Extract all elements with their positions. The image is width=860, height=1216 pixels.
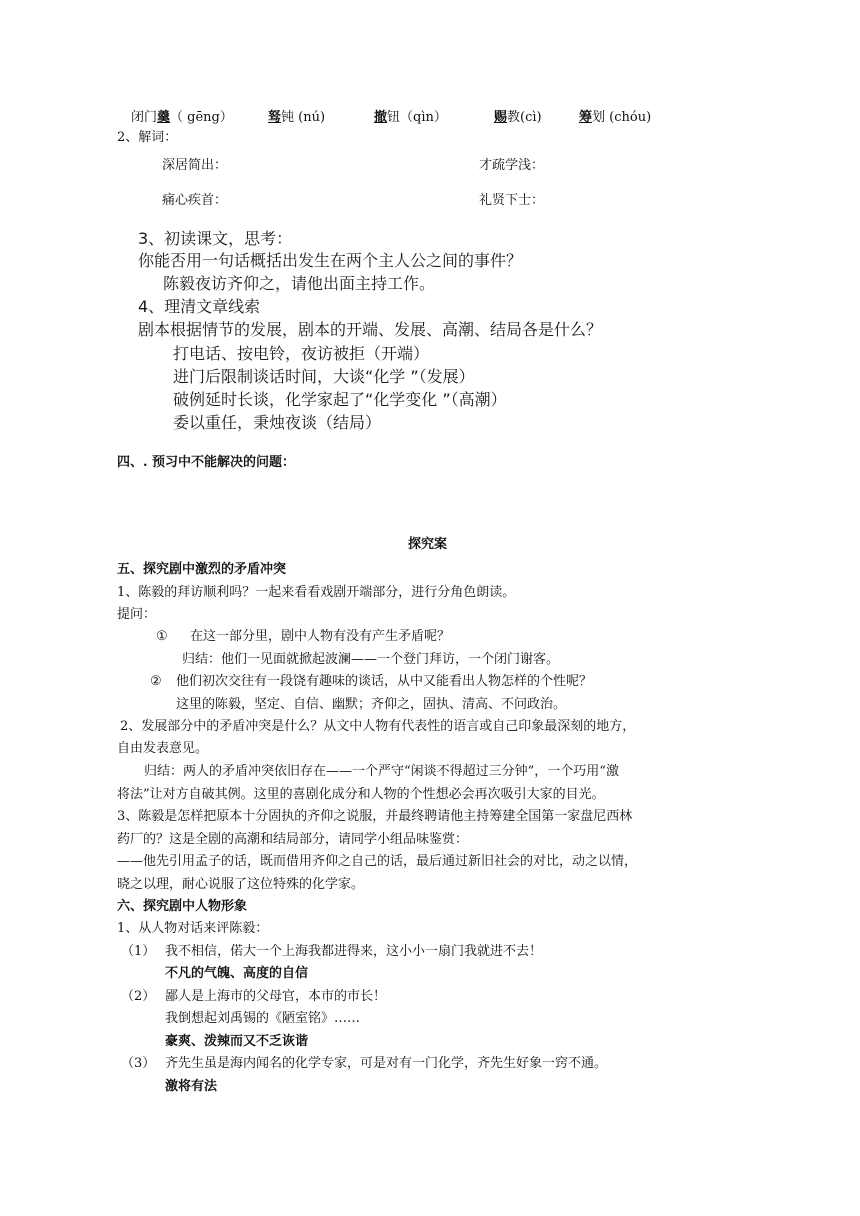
explore-title: 探究案	[408, 537, 448, 552]
plot-item: 委以重任，秉烛夜谈（结局）	[173, 413, 382, 432]
vocab-item: 礼贤下士：	[479, 193, 545, 208]
p2-number: ②	[150, 674, 162, 689]
pinyin-prefix: 闭门	[131, 110, 158, 125]
quote-number: （3）	[121, 1056, 156, 1071]
vocab-item: 痛心疾首：	[162, 193, 228, 208]
quote-evaluation: 不凡的气魄、高度的自信	[165, 966, 309, 981]
section5-q3-cont: 药厂的？这是全剧的高潮和结局部分，请同学小组品味鉴赏：	[117, 832, 469, 847]
pinyin-char: 赐	[494, 110, 508, 125]
p1-question: 在这一部分里，剧中人物有没有产生矛盾呢？	[190, 629, 451, 644]
q3-heading: 3、初读课文，思考：	[138, 229, 293, 248]
section5-q2-cont: 自由发表意见。	[117, 741, 209, 756]
q2-summary: 归结：两人的矛盾冲突依旧存在——一个严守“闲谈不得超过三分钟”，一个巧用“激	[144, 764, 619, 779]
section5-title: 五、探究剧中激烈的矛盾冲突	[117, 562, 287, 577]
quote-text: 我不相信，偌大一个上海我都进得来，这小小一扇门我就进不去！	[165, 944, 543, 959]
section5-q3: 3、陈毅是怎样把原本十分固执的齐仰之说服，并最终聘请他主持筹建全国第一家盘尼西林	[117, 809, 633, 824]
q4-question: 剧本根据情节的发展，剧本的开端、发展、高潮、结局各是什么？	[138, 320, 603, 339]
pinyin-char: 羹	[157, 110, 171, 125]
quote-extra: 我倒想起刘禹锡的《陋室铭》……	[165, 1011, 361, 1026]
p1-number: ①	[156, 629, 168, 644]
section5-q2: 2、发展部分中的矛盾冲突是什么？从文中人物有代表性的语言或自己印象最深刻的地方，	[120, 719, 636, 734]
q2-summary-cont: 将法”让对方自破其例。这里的喜剧化成分和人物的个性想必会再次吸引大家的目光。	[117, 787, 605, 802]
pinyin-char: 驽	[268, 110, 282, 125]
p1-summary: 归结：他们一见面就掀起波澜——一个登门拜访，一个闭门谢客。	[182, 652, 560, 667]
pinyin-rest: 钝 (nú)	[281, 110, 326, 125]
section4-heading: 四、. 预习中不能解决的问题：	[117, 455, 296, 470]
pinyin-item-3	[374, 109, 447, 127]
pinyin-rest: （ gēng）	[170, 110, 233, 125]
vocab-item: 才疏学浅：	[479, 158, 545, 173]
plot-item: 进门后限制谈话时间，大谈“化学 ”（发展）	[173, 367, 475, 386]
pinyin-rest: 教(cì)	[507, 110, 542, 125]
pinyin-item-2	[268, 109, 325, 127]
quote-evaluation: 豪爽、泼辣而又不乏诙谐	[165, 1034, 309, 1049]
section6-title: 六、探究剧中人物形象	[117, 899, 248, 914]
quote-evaluation: 激将有法	[165, 1079, 218, 1094]
pinyin-rest: 钮（qìn）	[387, 110, 447, 125]
pinyin-item-5	[579, 109, 651, 127]
quote-text: 齐先生虽是海内闻名的化学专家，可是对有一门化学，齐先生好象一窍不通。	[165, 1056, 608, 1071]
p2-question: 他们初次交往有一段饶有趣味的谈话，从中又能看出人物怎样的个性呢？	[176, 674, 593, 689]
q3-answer-cont: 晓之以理，耐心说服了这位特殊的化学家。	[117, 877, 365, 892]
pinyin-rest: 划 (chóu)	[592, 110, 652, 125]
pinyin-char: 筹	[579, 110, 593, 125]
section5-q1: 1、陈毅的拜访顺利吗？一起来看看戏剧开端部分，进行分角色朗读。	[117, 585, 516, 600]
ask-label: 提问：	[117, 607, 157, 622]
quote-number: （1）	[121, 944, 156, 959]
q3-answer: 陈毅夜访齐仰之，请他出面主持工作。	[163, 274, 436, 293]
pinyin-char: 撤	[374, 110, 388, 125]
q3-question: 你能否用一句话概括出发生在两个主人公之间的事件？	[138, 251, 523, 270]
vocab-heading: 2、解词：	[117, 130, 178, 145]
q3-answer-text: ——他先引用孟子的话，既而借用齐仰之自己的话，最后通过新旧社会的对比，动之以情，	[117, 854, 638, 869]
p2-answer: 这里的陈毅，坚定、自信、幽默；齐仰之，固执、清高、不问政治。	[176, 697, 567, 712]
pinyin-item-1	[131, 109, 233, 127]
plot-item: 打电话、按电铃，夜访被拒（开端）	[173, 344, 430, 363]
plot-item: 破例延时长谈，化学家起了“化学变化 ”（高潮）	[173, 390, 507, 409]
section6-q1: 1、从人物对话来评陈毅：	[117, 921, 269, 936]
quote-number: （2）	[121, 989, 156, 1004]
pinyin-item-4	[494, 109, 542, 127]
q4-heading: 4、理清文章线索	[138, 297, 261, 316]
vocab-item: 深居简出：	[162, 158, 228, 173]
quote-text: 鄙人是上海市的父母官，本市的市长！	[165, 989, 387, 1004]
